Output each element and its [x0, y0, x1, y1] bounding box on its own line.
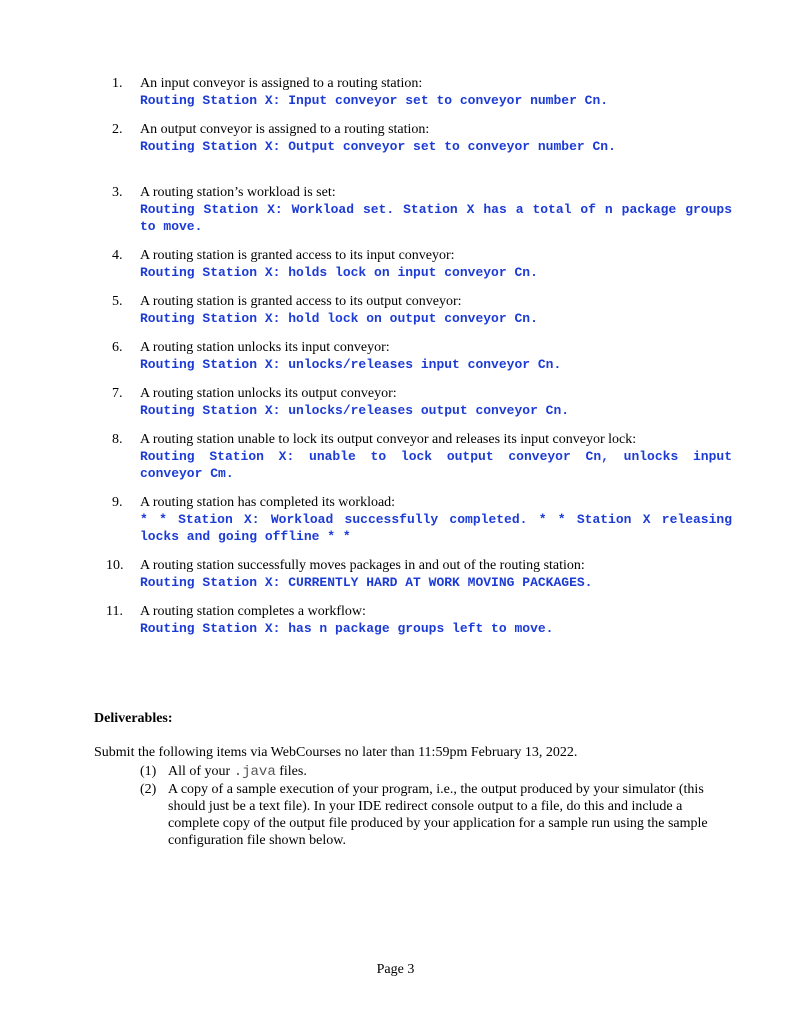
output-message: Routing Station X: has n package groups left to move. — [140, 621, 554, 636]
deliverables-list — [140, 763, 730, 849]
output-message: Routing Station X: Output conveyor set to conveyor number Cn. — [140, 139, 616, 154]
java-extension: .java — [233, 764, 276, 780]
list-item: 6. A routing station unlocks its input conveyor: Routing Station X: unlocks/releases input conveyor Cn. — [112, 340, 732, 373]
list-item: 11. A routing station completes a workflow: Routing Station X: has n package groups left to move. — [112, 604, 732, 637]
output-message: Routing Station X: Workload set. Station X has a total of n package groups to move. — [140, 202, 732, 234]
list-item: (2) A copy of a sample execution of your program, i.e., the output produced by your simulator (this should just be a text file). In your IDE redirect console output to a file, do this and include a complete copy of the output file produced by your application for a sample run using the sample configuration file shown below. — [140, 782, 708, 848]
output-message: Routing Station X: unlocks/releases output conveyor Cn. — [140, 403, 570, 418]
output-message: Routing Station X: unlocks/releases input conveyor Cn. — [140, 357, 562, 372]
list-item: 7. A routing station unlocks its output conveyor: Routing Station X: unlocks/releases output conveyor Cn. — [112, 386, 732, 419]
page-number: Page 3 — [376, 962, 415, 977]
list-item: 3. A routing station’s workload is set: Routing Station X: Workload set. Station X has a total of n package groups to move. — [112, 185, 732, 234]
list-item: 8. A routing station unable to lock its output conveyor and releases its input conveyor lock: Routing Station X: unable to lock output conveyor Cn, unlocks input conveyor Cm. — [112, 432, 732, 481]
output-message: Routing Station X: holds lock on input conveyor Cn. — [140, 265, 538, 280]
list-item: 4. A routing station is granted access to its input conveyor: Routing Station X: holds lock on input conveyor Cn. — [112, 248, 732, 281]
message-list — [106, 76, 732, 650]
submit-instructions: Submit the following items via WebCourses no later than 11:59pm February 13, 2022. — [94, 745, 578, 760]
output-message: Routing Station X: hold lock on output conveyor Cn. — [140, 311, 538, 326]
output-message: Routing Station X: unable to lock output conveyor Cn, unlocks input conveyor Cm. — [140, 449, 732, 481]
output-message: * * Station X: Workload successfully completed. * * Station X releasing locks and going offline * * — [140, 512, 732, 544]
deliverables-heading: Deliverables: — [94, 711, 173, 726]
output-message: Routing Station X: Input conveyor set to conveyor number Cn. — [140, 93, 609, 108]
list-item: 5. A routing station is granted access to its output conveyor: Routing Station X: hold lock on output conveyor Cn. — [112, 294, 732, 327]
output-message: Routing Station X: CURRENTLY HARD AT WORK MOVING PACKAGES. — [140, 575, 593, 590]
list-item: 10. A routing station successfully moves packages in and out of the routing station: Routing Station X: CURRENTLY HARD AT WORK MOVING PACKAGES. — [112, 558, 732, 591]
list-item: 2. An output conveyor is assigned to a routing station: Routing Station X: Output conveyor set to conveyor number Cn. — [112, 122, 732, 155]
list-item: (1) All of your .java files. — [140, 764, 307, 780]
list-item: 9. A routing station has completed its workload: * * Station X: Workload successfully completed. * * Station X releasing locks and going offline * * — [112, 495, 732, 544]
list-item: 1. An input conveyor is assigned to a routing station: Routing Station X: Input conveyor set to conveyor number Cn. — [112, 76, 732, 109]
